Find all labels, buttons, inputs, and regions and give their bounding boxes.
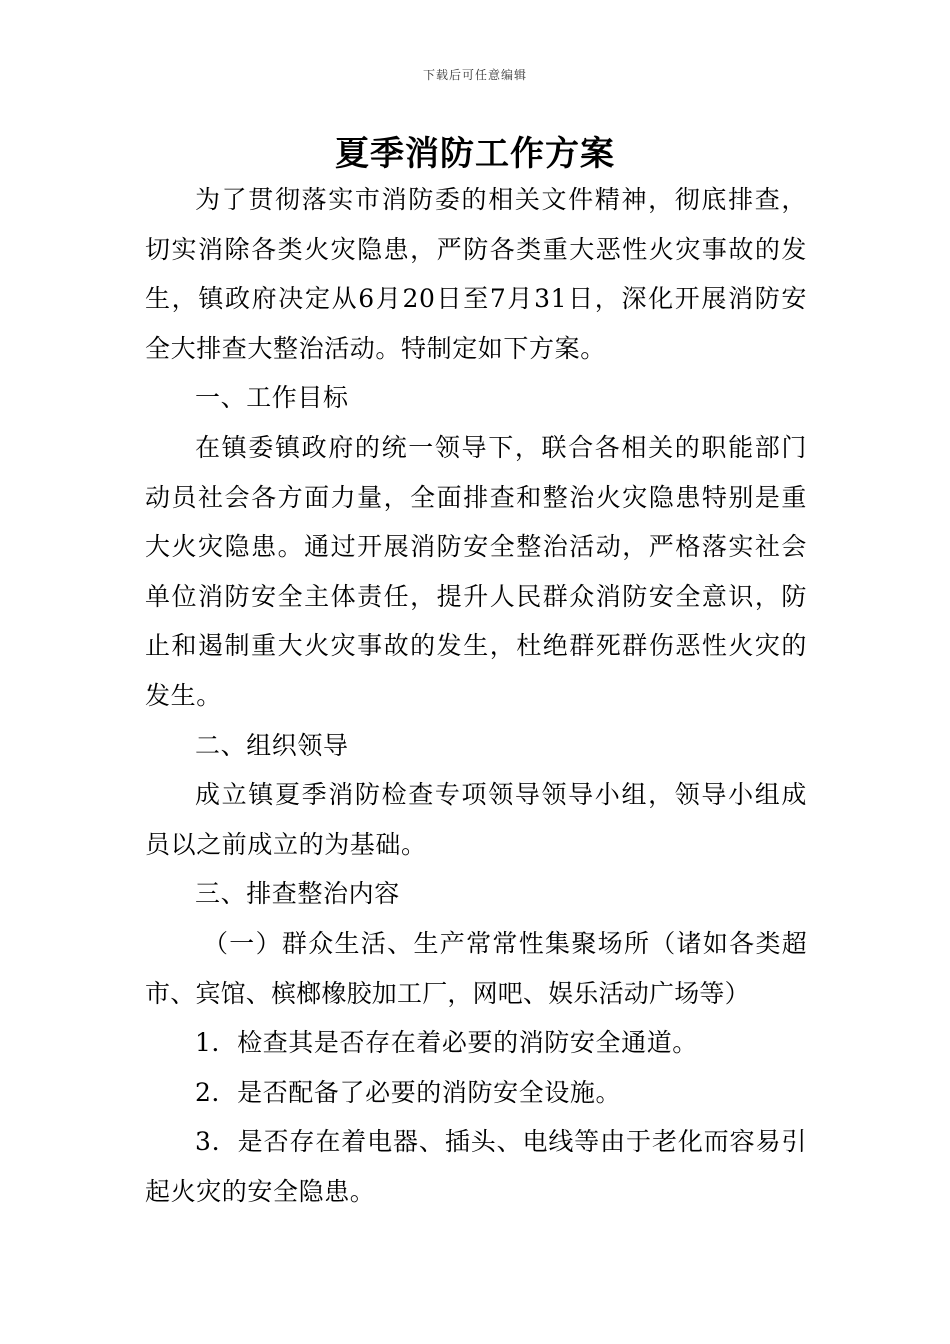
list-item-2: 2．是否配备了必要的消防安全设施。 [195,1077,622,1107]
document-title: 夏季消防工作方案 [335,134,615,174]
header-note: 下载后可任意编辑 [422,68,527,82]
list-item-3: 3．是否存在着电器、插头、电线等由于老化而容易引起火灾的安全隐患。 [145,1127,807,1206]
section-heading-goals: 一、工作目标 [195,383,349,413]
document-body [145,175,807,1216]
leadership-paragraph: 成立镇夏季消防检查专项领导领导小组，领导小组成员以之前成立的为基础。 [145,780,807,859]
list-item-1: 1．检查其是否存在着必要的消防安全通道。 [195,1028,698,1058]
section-heading-leadership: 二、组织领导 [195,730,349,760]
intro-paragraph: 为了贯彻落实市消防委的相关文件精神，彻底排查，切实消除各类火灾隐患，严防各类重大恶性火灾事故的发生，镇政府决定从6月20日至7月31日，深化开展消防安全大排查大整治活动。特制定如下方案。 [145,185,807,363]
goals-paragraph: 在镇委镇政府的统一领导下，联合各相关的职能部门动员社会各方面力量，全面排查和整治火灾隐患特别是重大火灾隐患。通过开展消防安全整治活动，严格落实社会单位消防安全主体责任，提升人民群众消防安全意识，防止和遏制重大火灾事故的发生，杜绝群死群伤恶性火灾的发生。 [145,432,807,710]
section-heading-content: 三、排查整治内容 [195,879,400,909]
subsection-heading-gathering-places: （一）群众生活、生产常常性集聚场所（诸如各类超市、宾馆、槟榔橡胶加工厂，网吧、娱乐活动广场等） [145,928,807,1008]
